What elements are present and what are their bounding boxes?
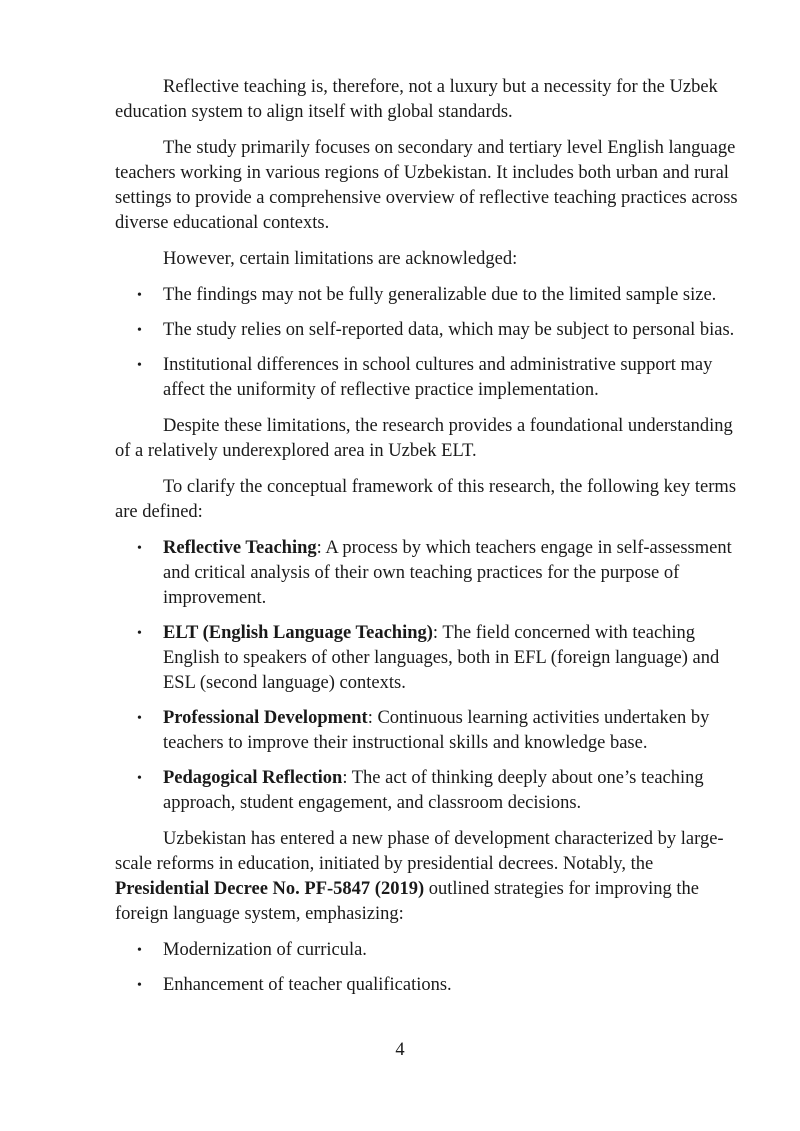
list-item [115, 706, 745, 756]
strategies-list [115, 938, 745, 998]
term-definition: : The field concerned with teaching English to speakers of other languages, both in EFL (foreign language) and ESL (second language) contexts. [163, 623, 720, 693]
bullet-icon: • [137, 711, 142, 726]
term-label: ELT (English Language Teaching) [163, 623, 433, 643]
paragraph-text: Uzbekistan has entered a new phase of development characterized by large-scale reforms in education, initiated by presidential decrees. Notably, the [115, 829, 724, 874]
paragraph-reflective-necessity: Reflective teaching is, therefore, not a luxury but a necessity for the Uzbek education system to align itself with global standards. [115, 77, 718, 122]
list-item [115, 938, 745, 963]
decree-reference: Presidential Decree No. PF-5847 (2019) [115, 879, 425, 899]
list-item [115, 318, 745, 343]
bullet-icon: • [137, 358, 142, 373]
key-terms-list [115, 536, 745, 816]
list-item-text: The study relies on self-reported data, which may be subject to personal bias. [163, 320, 735, 340]
term-definition: : The act of thinking deeply about one’s teaching approach, student engagement, and classroom decisions. [163, 768, 704, 813]
term-definition: : A process by which teachers engage in self-assessment and critical analysis of their own teaching practices for the purpose of improvement. [163, 538, 732, 608]
list-item [115, 621, 745, 696]
limitations-list [115, 283, 745, 403]
list-item [115, 973, 745, 998]
bullet-icon: • [137, 943, 142, 958]
page-body [115, 75, 745, 1009]
list-item-text: Modernization of curricula. [163, 940, 367, 960]
bullet-icon: • [137, 771, 142, 786]
term-label: Professional Development [163, 708, 368, 728]
paragraph-text: outlined strategies for improving the foreign language system, emphasizing: [115, 879, 699, 924]
term-definition: : Continuous learning activities undertaken by teachers to improve their instructional skills and knowledge base. [163, 708, 710, 753]
bullet-icon: • [137, 541, 142, 556]
list-item-text: Enhancement of teacher qualifications. [163, 975, 452, 995]
bullet-icon: • [137, 288, 142, 303]
bullet-icon: • [137, 323, 142, 338]
term-label: Pedagogical Reflection [163, 768, 343, 788]
list-item [115, 766, 745, 816]
paragraph-uzbekistan-reforms [115, 827, 745, 927]
bullet-icon: • [137, 978, 142, 993]
list-item [115, 283, 745, 308]
list-item [115, 536, 745, 611]
list-item-text: Institutional differences in school cultures and administrative support may affect the uniformity of reflective practice implementation. [163, 355, 713, 400]
bullet-icon: • [137, 626, 142, 641]
list-item-text: The findings may not be fully generalizable due to the limited sample size. [163, 285, 717, 305]
paragraph-key-terms-intro: To clarify the conceptual framework of this research, the following key terms are defined: [115, 477, 737, 522]
paragraph-despite-limitations: Despite these limitations, the research provides a foundational understanding of a relatively underexplored area in Uzbek ELT. [115, 416, 733, 461]
paragraph-limitations-intro: However, certain limitations are acknowledged: [163, 249, 518, 269]
paragraph-study-focus: The study primarily focuses on secondary and tertiary level English language teachers working in various regions of Uzbekistan. It includes both urban and rural settings to provide a comprehensive overview of reflective teaching practices across diverse educational contexts. [115, 138, 738, 233]
list-item [115, 353, 745, 403]
page-number: 4 [395, 1040, 405, 1060]
term-label: Reflective Teaching [163, 538, 317, 558]
